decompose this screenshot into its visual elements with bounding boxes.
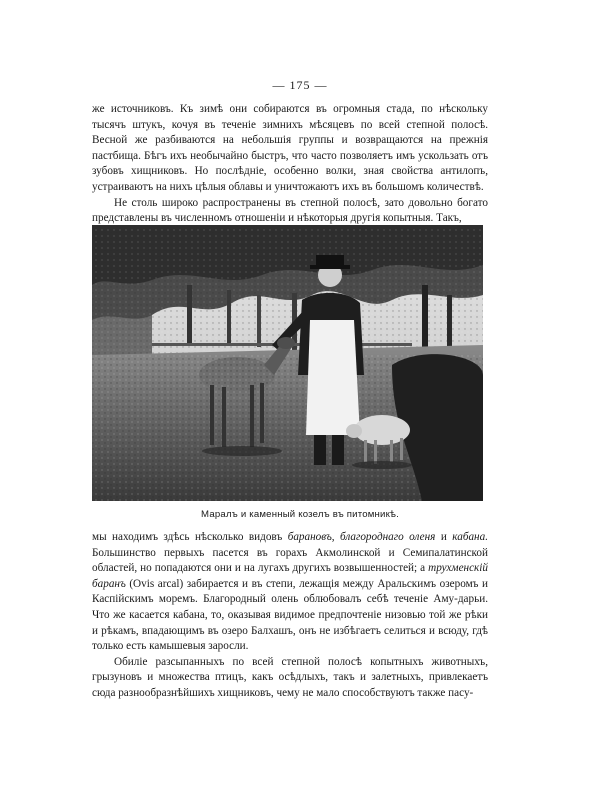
text-run: Большинство первыхъ пасется въ горахъ Акмолинской и Семипалатинской областей, но попадаются они и на лугахъ другихъ возвышенностей; а xyxy=(92,546,488,575)
text-run: и xyxy=(435,531,453,543)
italic-term-rams-deer: барановъ, благороднаго оленя xyxy=(287,531,436,543)
bottom-text-block xyxy=(92,530,488,702)
paragraph-antelope-herds: же источниковъ. Къ зимѣ они собираются въ огромныя стада, по нѣскольку тысячъ штукъ, кочуя въ теченіе зимнихъ мѣсяцевъ по всей степной полосѣ. Весной же разбиваются на небольшія группы и возвращаются на прежнія пастбища. Бѣгъ ихъ необычайно быстръ, что часто позволяетъ имъ ускользать отъ зубовъ хищниковъ. Но послѣдніе, особенно волки, зная свойства антилопъ, устраиваютъ на нихъ цѣлыя облавы и уничтожаютъ ихъ въ большомъ количествѣ. xyxy=(92,103,488,193)
maral-and-goat-photo xyxy=(92,225,483,501)
paragraph-other-ungulates: Не столь широко распространены въ степной полосѣ, зато довольно богато представлены въ численномъ отношеніи и нѣкоторыя другія копытныя. Такъ, xyxy=(92,196,488,225)
photo-illustration xyxy=(92,225,483,501)
paragraph-predators: Обиліе разсыпанныхъ по всей степной полосѣ копытныхъ животныхъ, грызуновъ и множества птицъ, какъ осѣдлыхъ, такъ и залетныхъ, привлекаетъ сюда разнообразнѣйшихъ хищниковъ, чему не мало способствуютъ также пасу- xyxy=(92,655,488,699)
italic-term-turkmen-ram: трухменскій баранъ xyxy=(92,562,488,590)
figure-caption: Маралъ и каменный козелъ въ питомникѣ. xyxy=(201,509,399,520)
page-number: — 175 — xyxy=(272,78,328,92)
italic-term-boar: кабана. xyxy=(452,531,488,543)
text-run: (Ovis arcal) забирается и въ степи, лежащія между Аральскимъ озеромъ и Каспійскимъ моремъ. Благородный олень облюбовалъ себѣ теченіе Аму-дарьи. Что же касается кабана, то, оказывая видимое предпочтеніе низовью той же рѣки и рѣкамъ, впадающимъ въ озеро Балхашъ, онъ не избѣгаетъ селиться и всюду, гдѣ только есть камышевыя заросли. xyxy=(92,577,488,653)
top-text-block xyxy=(92,102,488,227)
text-run: мы находимъ здѣсь нѣсколько видовъ xyxy=(92,531,288,543)
paragraph-species xyxy=(92,530,488,655)
